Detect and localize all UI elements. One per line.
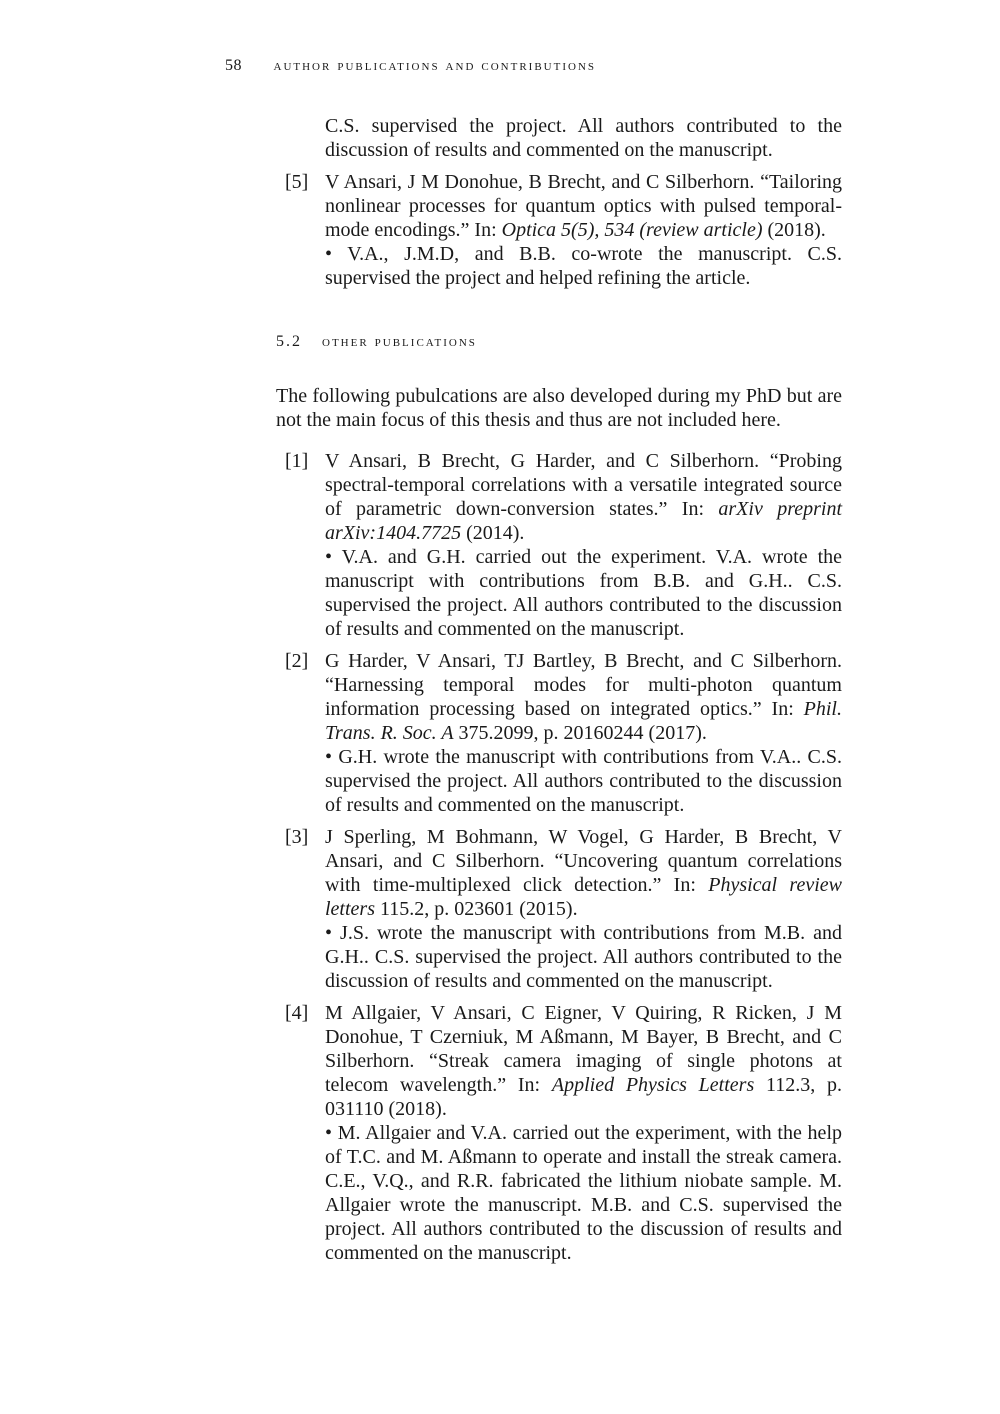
entry-citation xyxy=(325,170,842,242)
citation-text: V Ansari, B Brecht, G Harder, and C Silberhorn. “Probing spectral-temporal correlations with a versatile integrated source of parametric down-conversion states.” In: xyxy=(325,450,842,520)
publication-entry-5 xyxy=(276,170,842,290)
publication-entry xyxy=(276,825,842,993)
citation-year: 375.2099, p. 20160244 (2017). xyxy=(453,722,707,744)
section-title: other publications xyxy=(322,333,477,350)
citation-year: (2014). xyxy=(461,522,525,544)
section-intro: The following pubulcations are also developed during my PhD but are not the main focus of this thesis and thus are not included here. xyxy=(276,385,842,431)
entry-contribution: • V.A. and G.H. carried out the experiment. V.A. wrote the manuscript with contributions from B.B. and G.H.. C.S. supervised the project. All authors contributed to the discussion of results and commented on the manuscript. xyxy=(325,546,842,640)
section-heading xyxy=(276,330,842,354)
entry-label: [5] xyxy=(285,171,309,193)
citation-venue: Optica 5(5), 534 (review article) xyxy=(501,219,763,241)
citation-venue: Phil. Trans. R. Soc. A xyxy=(325,698,842,744)
entry-label: [4] xyxy=(285,1002,309,1024)
publication-entry xyxy=(276,1001,842,1265)
entry-contribution: • G.H. wrote the manuscript with contributions from V.A.. C.S. supervised the project. All authors contributed to the discussion of results and commented on the manuscript. xyxy=(325,746,842,816)
citation-venue: Applied Physics Letters xyxy=(551,1074,755,1096)
citation-year: (2018). xyxy=(762,219,826,241)
entry-label: [2] xyxy=(285,650,309,672)
entry-contribution: • V.A., J.M.D, and B.B. co-wrote the manuscript. C.S. supervised the project and helped refining the article. xyxy=(325,243,842,289)
entry-citation xyxy=(325,449,842,545)
citation-text: M Allgaier, V Ansari, C Eigner, V Quiring, R Ricken, J M Donohue, T Czerniuk, M Aßmann, M Bayer, B Brecht, and C Silberhorn. “Streak camera imaging of single photons at telecom wavelength.” In: xyxy=(325,1002,842,1096)
citation-year: 115.2, p. 023601 (2015). xyxy=(375,898,578,920)
other-publications-list xyxy=(276,449,842,1265)
publication-entry xyxy=(276,649,842,817)
continued-entry xyxy=(276,114,842,162)
page-body xyxy=(276,114,842,1273)
citation-text: V Ansari, J M Donohue, B Brecht, and C Silberhorn. “Tailoring nonlinear processes for quantum optics with pulsed temporal-mode encodings.” In: xyxy=(325,171,842,241)
citation-venue: Physical review letters xyxy=(325,874,843,920)
entry-label: [1] xyxy=(285,450,309,472)
entry-label: [3] xyxy=(285,826,309,848)
entry-citation xyxy=(325,649,842,745)
entry-contribution: • J.S. wrote the manuscript with contributions from M.B. and G.H.. C.S. supervised the project. All authors contributed to the discussion of results and commented on the manuscript. xyxy=(325,922,842,992)
citation-text: G Harder, V Ansari, TJ Bartley, B Brecht, and C Silberhorn. “Harnessing temporal modes for multi-photon quantum information processing based on integrated optics.” In: xyxy=(325,650,842,720)
continued-entry-text: C.S. supervised the project. All authors contributed to the discussion of results and commented on the manuscript. xyxy=(325,115,842,161)
entry-contribution: • M. Allgaier and V.A. carried out the experiment, with the help of T.C. and M. Aßmann to operate and install the streak camera. C.E., V.Q., and R.R. fabricated the lithium niobate sample. M. Allgaier wrote the manuscript. M.B. and C.S. supervised the project. All authors contributed to the discussion of results and commented on the manuscript. xyxy=(325,1122,842,1264)
running-title: author publications and contributions xyxy=(273,57,597,74)
publication-entry xyxy=(276,449,842,641)
citation-year: 112.3, p. 031110 (2018). xyxy=(325,1074,843,1120)
citation-text: J Sperling, M Bohmann, W Vogel, G Harder, B Brecht, V Ansari, and C Silberhorn. “Uncovering quantum correlations with time-multiplexed click detection.” In: xyxy=(325,826,842,896)
citation-venue: arXiv preprint arXiv:1404.7725 xyxy=(325,498,843,544)
section-number: 5.2 xyxy=(276,333,302,350)
entry-citation xyxy=(325,1001,842,1121)
entry-citation xyxy=(325,825,842,921)
page-number: 58 xyxy=(225,57,242,74)
page-header xyxy=(225,57,596,75)
